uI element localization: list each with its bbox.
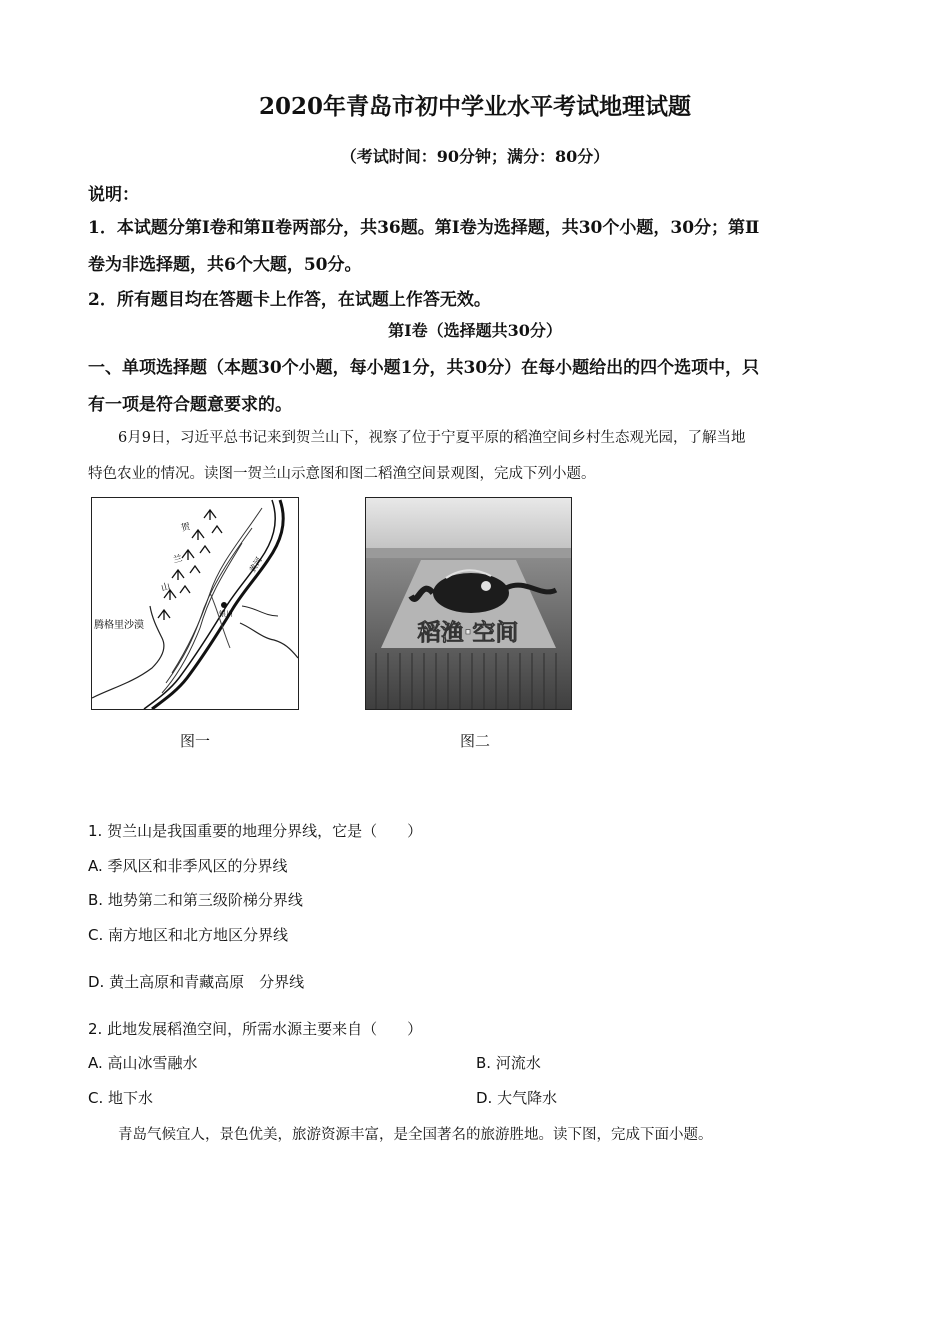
photo-drawing [366,498,571,709]
q1-option-a: A. 季风区和非季风区的分界线 [88,857,288,875]
mountain-label-3: 山 [160,581,172,594]
mountain-label-1: 贺 [180,521,192,534]
intro-paragraph-2: 青岛气候宜人，景色优美，旅游资源丰富，是全国著名的旅游胜地。读下图，完成下面小题。 [118,1127,713,1143]
intro-line-2: 特色农业的情况。读图一贺兰山示意图和图二稻渔空间景观图，完成下列小题。 [88,466,596,482]
rice-fish-landscape-photo [365,497,572,710]
section-heading-line-2: 有一项是符合题意要求的。 [88,395,292,415]
q1-option-d: D. 黄土高原和青藏高原 分界线 [88,973,305,991]
helan-mountain-map [91,497,299,710]
note-line-3: 2．所有题目均在答题卡上作答，在试题上作答无效。 [88,290,491,310]
map-drawing [92,498,298,709]
notes-heading: 说明： [88,185,139,205]
figure2-caption: 图二 [460,732,491,750]
desert-label: 腾格里沙漠 [94,620,144,631]
city-label: 银川 [219,610,233,618]
q2-option-b: B. 河流水 [476,1054,541,1072]
q1-stem: 1. 贺兰山是我国重要的地理分界线，它是（ ） [88,822,423,840]
q2-option-a: A. 高山冰雪融水 [88,1054,198,1072]
exam-info: （考试时间：90分钟；满分：80分） [340,147,610,166]
intro-line-1: 6月9日，习近平总书记来到贺兰山下，视察了位于宁夏平原的稻渔空间乡村生态观光园，了解当地 [118,430,746,446]
figure1-caption: 图一 [180,732,211,750]
q2-option-c: C. 地下水 [88,1089,154,1107]
part-heading: 第Ⅰ卷（选择题共30分） [388,321,562,340]
photo-sign-text: 稻渔·空间 [417,620,519,646]
q2-stem: 2. 此地发展稻渔空间，所需水源主要来自（ ） [88,1020,423,1038]
q2-option-d: D. 大气降水 [476,1089,558,1107]
section-heading-line-1: 一、单项选择题（本题30个小题，每小题1分，共30分）在每小题给出的四个选项中，只 [88,358,760,378]
q1-option-b: B. 地势第二和第三级阶梯分界线 [88,891,303,909]
q1-option-c: C. 南方地区和北方地区分界线 [88,926,289,944]
note-line-2: 卷为非选择题，共6个大题，50分。 [88,255,362,275]
river-label: 黄河 [247,555,264,574]
mountain-label-2: 兰 [172,553,184,566]
page-title: 2020年青岛市初中学业水平考试地理试题 [258,93,691,120]
note-line-1: 1．本试题分第Ⅰ卷和第Ⅱ卷两部分，共36题。第Ⅰ卷为选择题，共30个小题，30分；第Ⅱ [88,218,760,238]
